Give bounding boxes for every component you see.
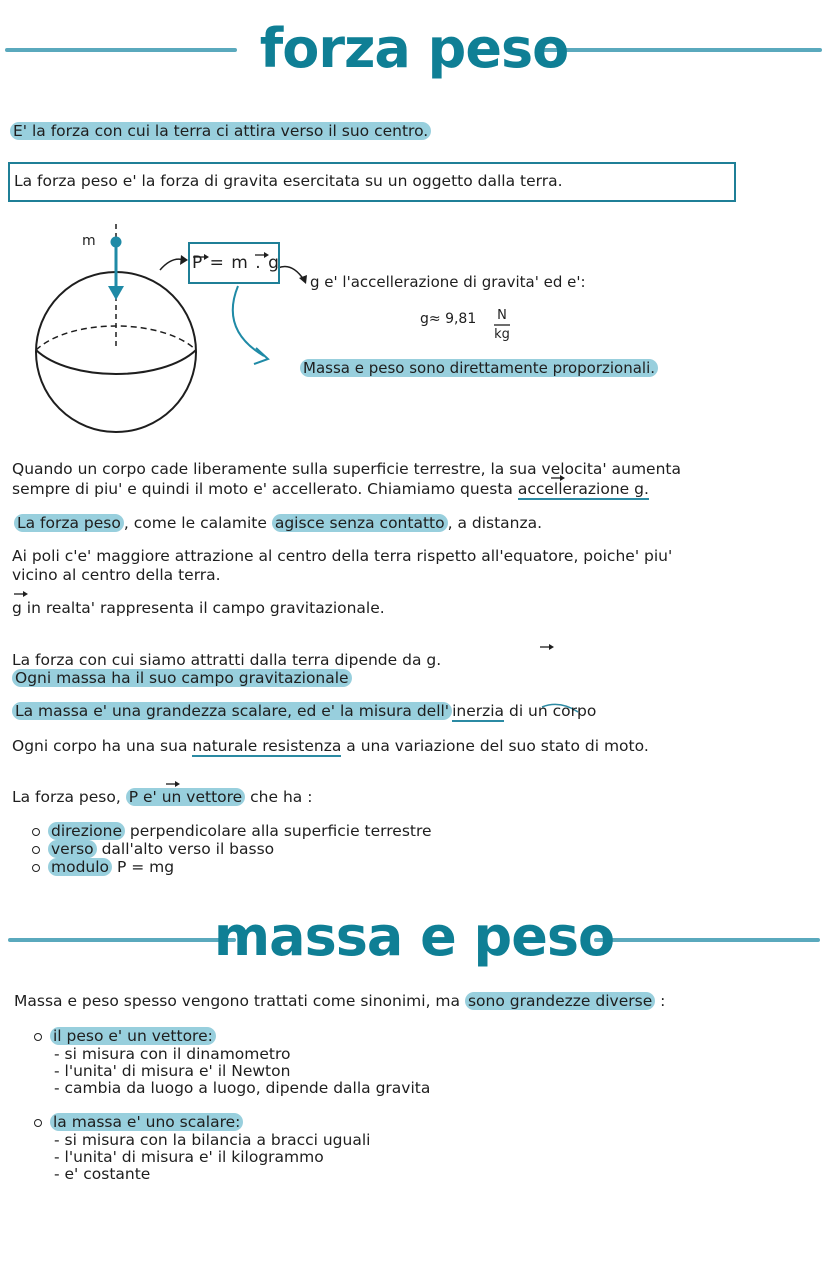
accellerazione-underline: accellerazione g. [517, 480, 649, 498]
para9: Massa e peso spesso vengono trattati come sinonimi, ma sono grandezze diverse : [14, 992, 666, 1010]
peso-item-2: - l'unita' di misura e' il Newton [54, 1062, 291, 1080]
para4: g in realta' rappresenta il campo gravitazionale. [12, 599, 385, 617]
bullet-verso: verso dall'alto verso il basso [32, 840, 274, 858]
unit-denominator: kg [494, 327, 510, 342]
para8: La forza peso, P e' un vettore che ha : [12, 788, 313, 806]
equator-front [36, 350, 196, 374]
peso-item-1: - si misura con il dinamometro [54, 1045, 291, 1063]
massa-heading: la massa e' uno scalare: [34, 1113, 243, 1131]
weight-arrowhead [108, 286, 124, 300]
massa-item-3: - e' costante [54, 1165, 151, 1183]
para5-line2: Ogni massa ha il suo campo gravitazionale [12, 669, 352, 687]
formula-text: P = m . g [192, 253, 280, 273]
para1-line1: Quando un corpo cade liberamente sulla superficie terrestre, la sua velocita' aumenta [12, 460, 681, 478]
page-title: forza peso [259, 17, 569, 80]
mass-point [111, 237, 122, 248]
arrow-to-proportional [233, 286, 264, 356]
equator-back [36, 326, 196, 350]
g-value: g≈ 9,81 [420, 311, 477, 327]
mass-label: m [82, 233, 96, 249]
bullet-modulo: modulo P = mg [32, 858, 174, 876]
unit-numerator: N [497, 308, 507, 323]
massa-item-2: - l'unita' di misura e' il kilogrammo [54, 1148, 324, 1166]
definition-text: La forza peso e' la forza di gravita esercitata su un oggetto dalla terra. [14, 172, 563, 190]
section-title: massa e peso [213, 905, 615, 968]
para2: La forza peso , come le calamite agisce senza contatto , a distanza. [14, 514, 542, 532]
para3-line1: Ai poli c'e' maggiore attrazione al centro della terra rispetto all'equatore, poiche' piu' [12, 547, 673, 565]
para6: La massa e' una grandezza scalare, ed e' la misura dell' inerzia di un corpo [12, 702, 596, 720]
proportional-text: Massa e peso sono direttamente proporzionali. [300, 359, 658, 377]
peso-heading: il peso e' un vettore: [34, 1027, 216, 1045]
para3-line2: vicino al centro della terra. [12, 566, 221, 584]
para1-line2: sempre di piu' e quindi il moto e' accellerato. Chiamiamo questa accellerazione g. [12, 480, 649, 498]
bullet-direzione: direzione perpendicolare alla superficie terrestre [32, 822, 432, 840]
g-text: g e' l'accellerazione di gravita' ed e': [310, 273, 586, 291]
para7: Ogni corpo ha una sua naturale resistenza a una variazione del suo stato di moto. [12, 737, 649, 755]
title-row-massa-peso [0, 902, 828, 972]
peso-item-3: - cambia da luogo a luogo, dipende dalla gravita [54, 1079, 431, 1097]
massa-item-1: - si misura con la bilancia a bracci uguali [54, 1131, 371, 1149]
para5-line1: La forza con cui siamo attratti dalla terra dipende da g. [12, 651, 442, 669]
intro-highlight: E' la forza con cui la terra ci attira verso il suo centro. [10, 122, 431, 140]
